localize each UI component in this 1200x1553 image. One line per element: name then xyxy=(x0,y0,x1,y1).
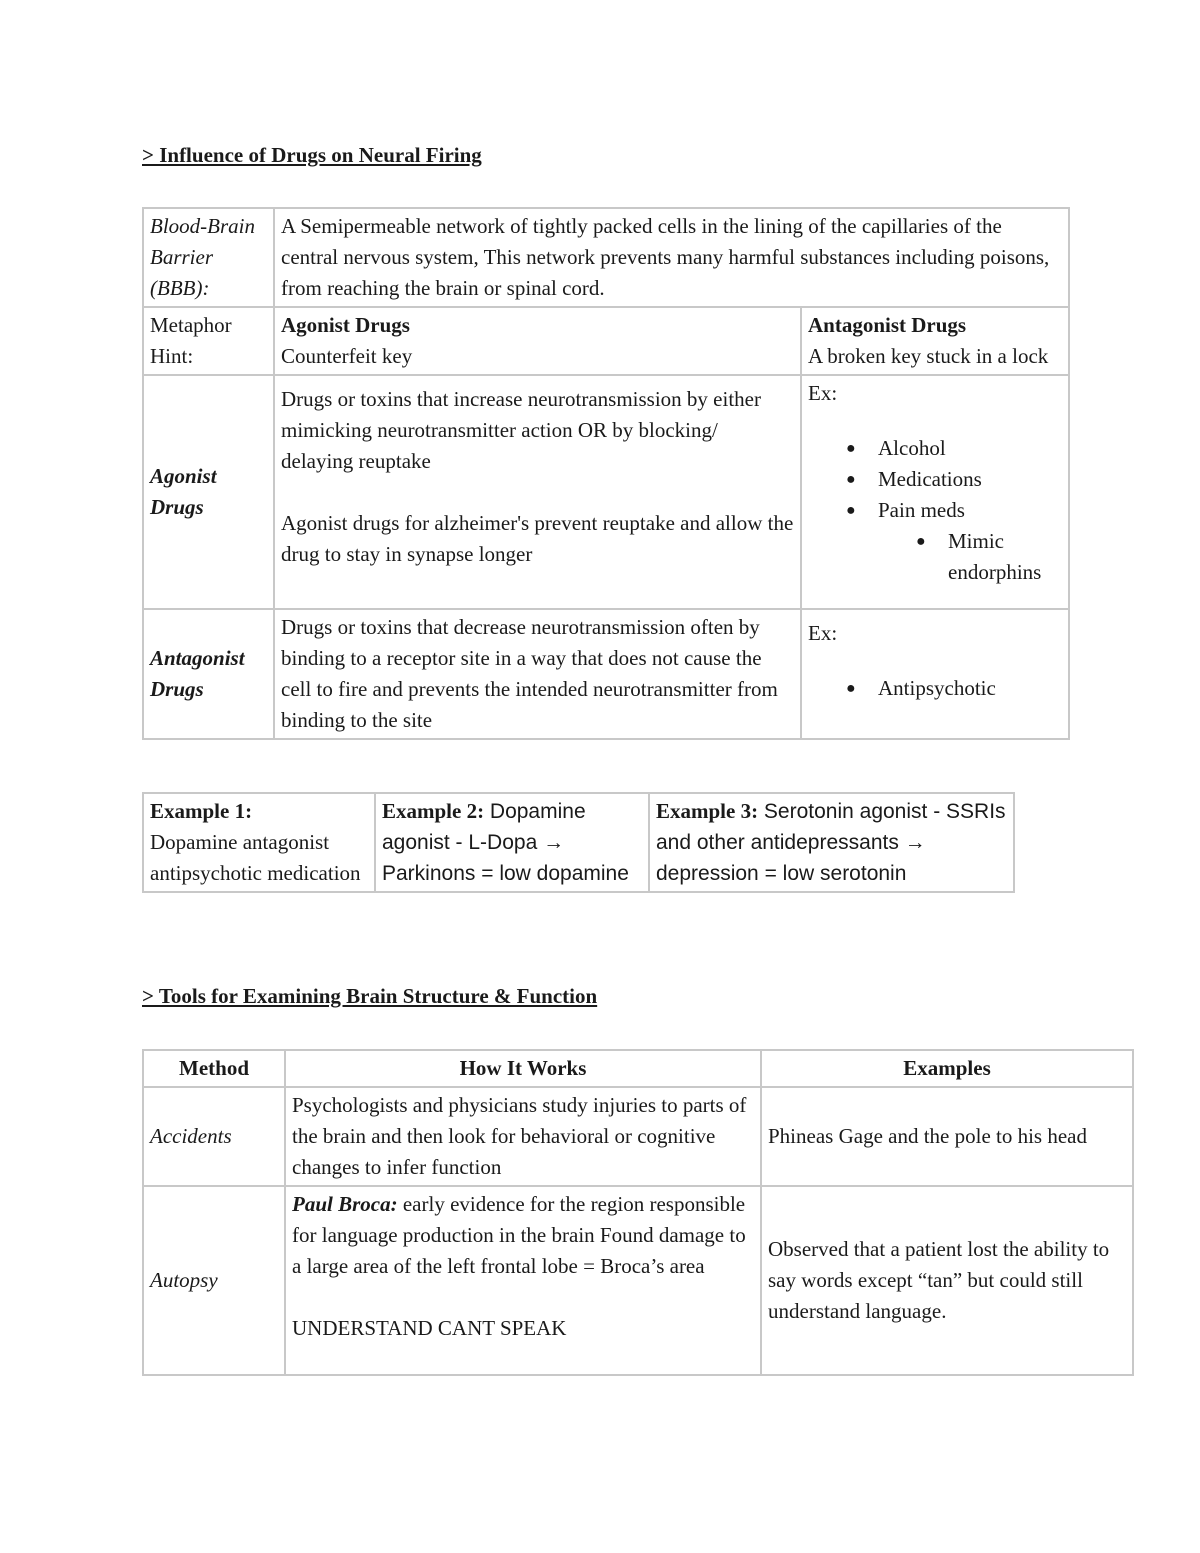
table-row xyxy=(143,1087,1133,1186)
table-row xyxy=(143,375,1069,609)
table-row xyxy=(143,1186,1133,1375)
antagonist-description: Drugs or toxins that decrease neurotransmission often by binding to a receptor site in a way that does not cause the cell to fire and prevents the intended neurotransmitter from binding to the site xyxy=(274,609,801,739)
example-1-cell xyxy=(143,793,375,892)
agonist-label: Agonist Drugs xyxy=(143,375,274,609)
example-1-label: Example 1: xyxy=(150,799,253,823)
example-3-cell xyxy=(649,793,1014,892)
table-row xyxy=(143,208,1069,307)
list-item: ● Mimic endorphins xyxy=(808,526,1062,588)
metaphor-antagonist-cell xyxy=(801,307,1069,375)
antagonist-ex-label: Ex: xyxy=(808,621,838,645)
table-row xyxy=(143,609,1069,739)
section-heading-tools: > Tools for Examining Brain Structure & Function xyxy=(142,984,598,1008)
column-header-examples: Examples xyxy=(761,1050,1133,1087)
section-heading-drugs: > Influence of Drugs on Neural Firing xyxy=(142,143,482,167)
example-cell: Observed that a patient lost the ability to say words except “tan” but could still understand language. xyxy=(761,1186,1133,1375)
list-item: ● Pain meds xyxy=(808,495,1062,526)
drugs-table xyxy=(142,207,1070,740)
agonist-description: Drugs or toxins that increase neurotransmission by either mimicking neurotransmitter action OR by blocking/ delaying reuptake xyxy=(281,387,761,473)
table-row xyxy=(143,793,1014,892)
antagonist-label: Antagonist Drugs xyxy=(143,609,274,739)
list-item: ● Medications xyxy=(808,464,1062,495)
metaphor-agonist-cell xyxy=(274,307,801,375)
metaphor-antagonist-text: A broken key stuck in a lock xyxy=(808,344,1049,368)
agonist-description-cell xyxy=(274,375,801,609)
agonist-examples-cell xyxy=(801,375,1069,609)
tools-table xyxy=(142,1049,1134,1376)
antagonist-examples-list xyxy=(808,673,1062,704)
agonist-alzheimers-note: Agonist drugs for alzheimer's prevent reuptake and allow the drug to stay in synapse longer xyxy=(281,511,794,566)
metaphor-label: Metaphor Hint: xyxy=(143,307,274,375)
example-3-label: Example 3: xyxy=(656,799,759,823)
example-2-cell xyxy=(375,793,649,892)
bbb-label: Blood-Brain Barrier (BBB): xyxy=(143,208,274,307)
list-item: ● Alcohol xyxy=(808,433,1062,464)
how-cell xyxy=(285,1186,761,1375)
agonist-examples-list xyxy=(808,433,1062,526)
bbb-definition: A Semipermeable network of tightly packed cells in the lining of the capillaries of the central nervous system, This network prevents many harmful substances including poisons, from reaching the brain or spinal cord. xyxy=(274,208,1069,307)
metaphor-agonist-text: Counterfeit key xyxy=(281,344,413,368)
metaphor-antagonist-title: Antagonist Drugs xyxy=(808,313,967,337)
column-header-how: How It Works xyxy=(285,1050,761,1087)
table-row xyxy=(143,307,1069,375)
table-header-row xyxy=(143,1050,1133,1087)
agonist-ex-label: Ex: xyxy=(808,381,838,405)
column-header-method: Method xyxy=(143,1050,285,1087)
example-1-text: Dopamine antagonist antipsychotic medication xyxy=(150,830,361,885)
example-2-text: Dopamine agonist - L-Dopa → Parkinons = low dopamine xyxy=(382,800,629,885)
method-cell: Autopsy xyxy=(143,1186,285,1375)
method-cell: Accidents xyxy=(143,1087,285,1186)
example-cell: Phineas Gage and the pole to his head xyxy=(761,1087,1133,1186)
example-2-label: Example 2: xyxy=(382,799,485,823)
examples-table xyxy=(142,792,1015,893)
list-item: ● Antipsychotic xyxy=(808,673,1062,704)
broca-note: UNDERSTAND CANT SPEAK xyxy=(292,1316,567,1340)
broca-description: early evidence for the region responsible for language production in the brain Found damage to a large area of the left frontal lobe = Broca’s area xyxy=(292,1192,746,1278)
agonist-sub-list xyxy=(808,526,1062,588)
metaphor-agonist-title: Agonist Drugs xyxy=(281,313,410,337)
how-cell: Psychologists and physicians study injuries to parts of the brain and then look for behavioral or cognitive changes to infer function xyxy=(285,1087,761,1186)
example-3-text: Serotonin agonist - SSRIs and other antidepressants → depression = low serotonin xyxy=(656,800,1006,885)
antagonist-examples-cell xyxy=(801,609,1069,739)
broca-name: Paul Broca: xyxy=(292,1192,398,1216)
